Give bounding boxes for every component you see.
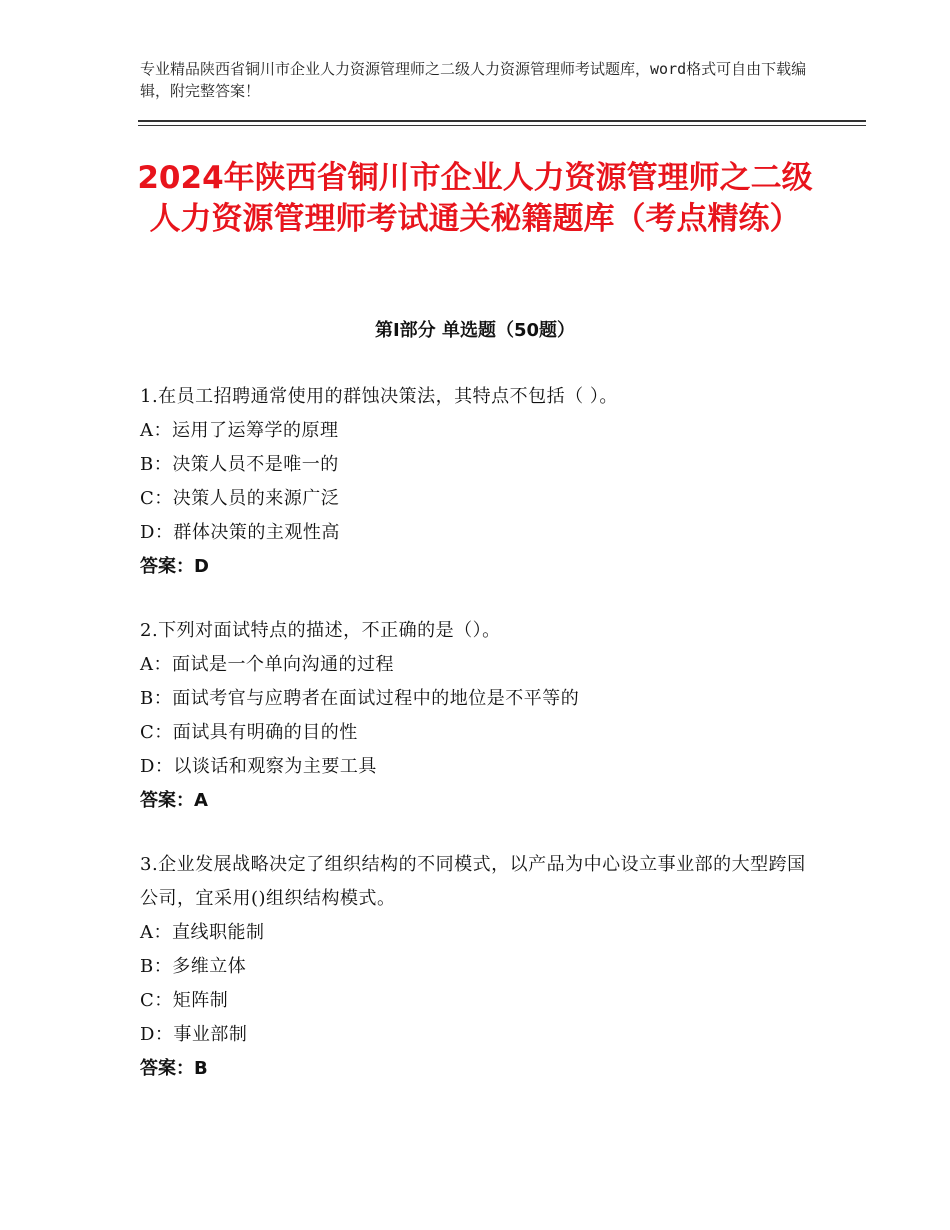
question-2 bbox=[140, 614, 820, 818]
option-a: A：面试是一个单向沟通的过程 bbox=[140, 654, 394, 675]
question-list bbox=[140, 380, 820, 1116]
document-title: 2024年陕西省铜川市企业人力资源管理师之二级人力资源管理师考试通关秘籍题库（考点精练） bbox=[137, 160, 813, 237]
header-divider-thin bbox=[138, 125, 866, 126]
option-d: D：以谈话和观察为主要工具 bbox=[140, 756, 377, 777]
question-stem: 1.在员工招聘通常使用的群蚀决策法，其特点不包括（ ）。 bbox=[140, 386, 618, 407]
answer: 答案：B bbox=[140, 1058, 208, 1079]
option-c: C：面试具有明确的目的性 bbox=[140, 722, 358, 743]
option-d: D：事业部制 bbox=[140, 1024, 248, 1045]
section-title: 第Ⅰ部分 单选题（50题） bbox=[374, 320, 575, 341]
question-stem: 3.企业发展战略决定了组织结构的不同模式，以产品为中心设立事业部的大型跨国公司，宜采用()组织结构模式。 bbox=[140, 854, 806, 909]
answer: 答案：D bbox=[140, 556, 209, 577]
option-b: B：面试考官与应聘者在面试过程中的地位是不平等的 bbox=[140, 688, 580, 709]
option-b: B：决策人员不是唯一的 bbox=[140, 454, 339, 475]
question-1 bbox=[140, 380, 820, 584]
option-c: C：决策人员的来源广泛 bbox=[140, 488, 340, 509]
option-d: D：群体决策的主观性高 bbox=[140, 522, 340, 543]
header-note: 专业精品陕西省铜川市企业人力资源管理师之二级人力资源管理师考试题库，word格式可自由下载编辑，附完整答案！ bbox=[140, 60, 807, 100]
question-3 bbox=[140, 848, 820, 1086]
option-c: C：矩阵制 bbox=[140, 990, 229, 1011]
option-a: A：运用了运筹学的原理 bbox=[140, 420, 339, 441]
header-divider bbox=[138, 120, 866, 122]
answer: 答案：A bbox=[140, 790, 208, 811]
question-stem: 2.下列对面试特点的描述，不正确的是（）。 bbox=[140, 620, 501, 641]
option-a: A：直线职能制 bbox=[140, 922, 265, 943]
option-b: B：多维立体 bbox=[140, 956, 247, 977]
